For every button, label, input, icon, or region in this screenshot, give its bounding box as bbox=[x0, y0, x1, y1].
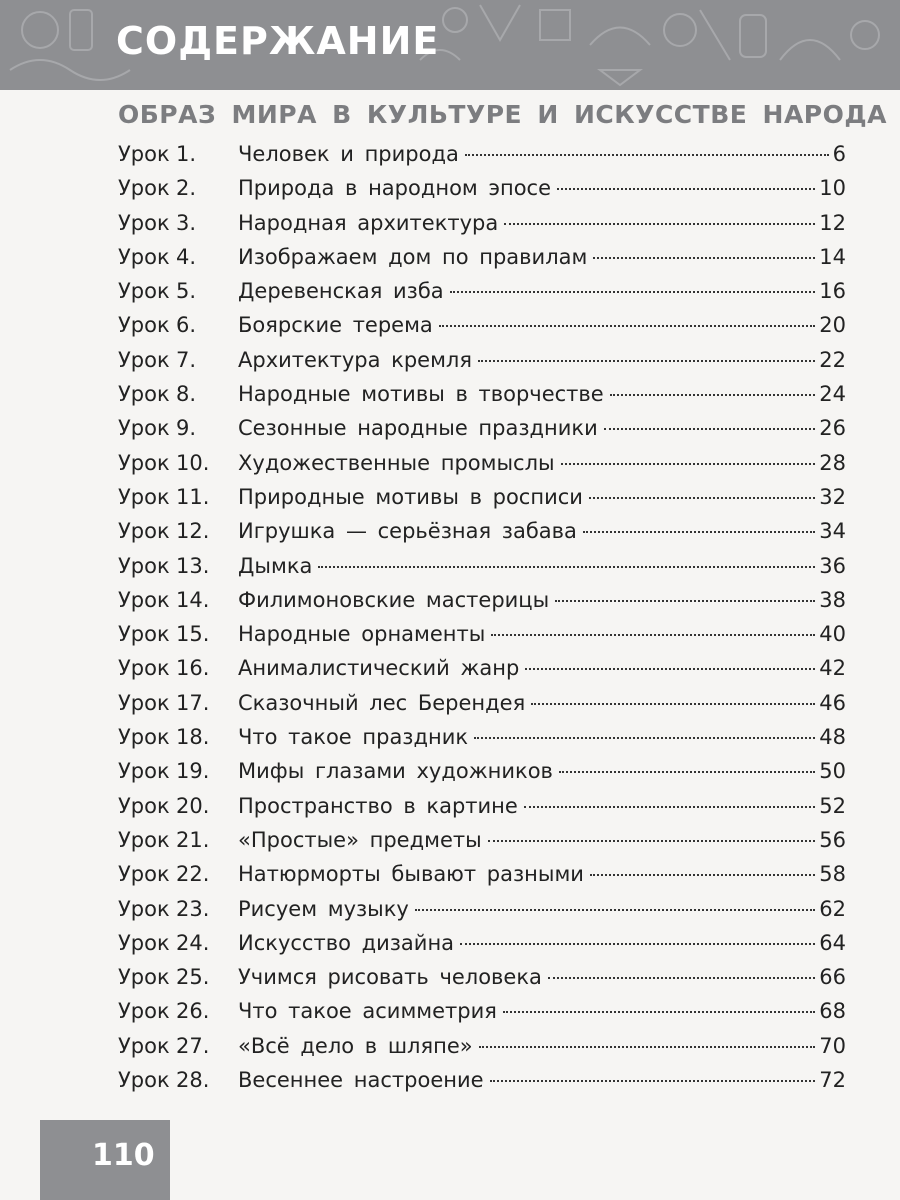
lesson-prefix: Урок bbox=[118, 930, 170, 955]
dot-leader bbox=[415, 909, 815, 911]
lesson-page-number: 24 bbox=[819, 382, 846, 407]
dot-leader bbox=[589, 497, 815, 499]
lesson-number: 23. bbox=[176, 896, 210, 921]
lesson-prefix: Урок bbox=[118, 965, 170, 990]
lesson-title: «Простые» предметы bbox=[238, 827, 482, 852]
dot-leader bbox=[525, 668, 815, 670]
toc-entry bbox=[118, 377, 846, 411]
section-title: ОБРАЗ МИРА В КУЛЬТУРЕ И ИСКУССТВЕ НАРОДА bbox=[118, 100, 887, 129]
dot-leader bbox=[491, 634, 815, 636]
lesson-prefix: Урок bbox=[118, 862, 170, 887]
lesson-title: Народные мотивы в творчестве bbox=[238, 382, 604, 407]
lesson-page-number: 20 bbox=[819, 313, 846, 338]
dot-leader bbox=[604, 428, 816, 430]
lesson-page-number: 68 bbox=[819, 999, 846, 1024]
lesson-title: Рисуем музыку bbox=[238, 896, 409, 921]
lesson-prefix: Урок bbox=[118, 1068, 170, 1093]
toc-entry bbox=[118, 960, 846, 994]
lesson-page-number: 62 bbox=[819, 896, 846, 921]
lesson-page-number: 28 bbox=[819, 450, 846, 475]
lesson-page-number: 66 bbox=[819, 965, 846, 990]
dot-leader bbox=[593, 257, 815, 259]
lesson-number: 20. bbox=[176, 793, 210, 818]
lesson-number: 18. bbox=[176, 725, 210, 750]
lesson-number: 25. bbox=[176, 965, 210, 990]
toc-entry bbox=[118, 137, 846, 171]
dot-leader bbox=[478, 360, 815, 362]
lesson-title: Мифы глазами художников bbox=[238, 759, 553, 784]
lesson-title: Учимся рисовать человека bbox=[238, 965, 542, 990]
lesson-page-number: 14 bbox=[819, 244, 846, 269]
dot-leader bbox=[559, 771, 815, 773]
dot-leader bbox=[524, 806, 815, 808]
toc-entry bbox=[118, 1063, 846, 1097]
lesson-number: 4. bbox=[176, 244, 197, 269]
header-band bbox=[0, 0, 900, 90]
lesson-prefix: Урок bbox=[118, 622, 170, 647]
dot-leader bbox=[531, 703, 815, 705]
lesson-page-number: 10 bbox=[819, 176, 846, 201]
lesson-number: 6. bbox=[176, 313, 197, 338]
page-number: 110 bbox=[92, 1138, 155, 1173]
toc-entry bbox=[118, 583, 846, 617]
toc-entry bbox=[118, 754, 846, 788]
lesson-page-number: 70 bbox=[819, 1033, 846, 1058]
dot-leader bbox=[439, 325, 815, 327]
toc-entry bbox=[118, 617, 846, 651]
lesson-prefix: Урок bbox=[118, 313, 170, 338]
dot-leader bbox=[490, 1080, 816, 1082]
toc-entry bbox=[118, 994, 846, 1028]
lesson-number: 28. bbox=[176, 1068, 210, 1093]
lesson-number: 24. bbox=[176, 930, 210, 955]
lesson-prefix: Урок bbox=[118, 210, 170, 235]
lesson-page-number: 58 bbox=[819, 862, 846, 887]
lesson-page-number: 38 bbox=[819, 587, 846, 612]
lesson-number: 5. bbox=[176, 279, 197, 304]
toc-entry bbox=[118, 411, 846, 445]
page-title: СОДЕРЖАНИЕ bbox=[116, 19, 440, 63]
toc-entry bbox=[118, 892, 846, 926]
lesson-page-number: 6 bbox=[832, 142, 846, 166]
dot-leader bbox=[590, 874, 815, 876]
toc-entry bbox=[118, 686, 846, 720]
lesson-number: 22. bbox=[176, 862, 210, 887]
lesson-number: 2. bbox=[176, 176, 197, 201]
lesson-number: 7. bbox=[176, 347, 197, 372]
lesson-page-number: 46 bbox=[819, 690, 846, 715]
toc-entry bbox=[118, 343, 846, 377]
lesson-prefix: Урок bbox=[118, 827, 170, 852]
lesson-prefix: Урок bbox=[118, 656, 170, 681]
lesson-page-number: 52 bbox=[819, 793, 846, 818]
lesson-title: Художественные промыслы bbox=[238, 450, 555, 475]
dot-leader bbox=[474, 737, 815, 739]
lesson-number: 11. bbox=[176, 484, 210, 509]
toc-entry bbox=[118, 857, 846, 891]
lesson-prefix: Урок bbox=[118, 484, 170, 509]
toc-entry bbox=[118, 171, 846, 205]
dot-leader bbox=[318, 566, 815, 568]
lesson-page-number: 16 bbox=[819, 279, 846, 304]
lesson-page-number: 34 bbox=[819, 519, 846, 544]
lesson-prefix: Урок bbox=[118, 244, 170, 269]
lesson-page-number: 56 bbox=[819, 827, 846, 852]
lesson-title: Пространство в картине bbox=[238, 793, 518, 818]
lesson-number: 19. bbox=[176, 759, 210, 784]
toc-entry bbox=[118, 274, 846, 308]
table-of-contents bbox=[118, 137, 846, 1097]
lesson-title: Изображаем дом по правилам bbox=[238, 244, 588, 269]
lesson-prefix: Урок bbox=[118, 587, 170, 612]
lesson-title: Деревенская изба bbox=[238, 279, 444, 304]
lesson-title: Филимоновские мастерицы bbox=[238, 587, 550, 612]
lesson-title: Натюрморты бывают разными bbox=[238, 862, 584, 887]
toc-entry bbox=[118, 1029, 846, 1063]
lesson-prefix: Урок bbox=[118, 725, 170, 750]
lesson-prefix: Урок bbox=[118, 793, 170, 818]
lesson-prefix: Урок bbox=[118, 416, 170, 441]
lesson-number: 27. bbox=[176, 1033, 210, 1058]
lesson-page-number: 64 bbox=[819, 930, 846, 955]
lesson-prefix: Урок bbox=[118, 896, 170, 921]
dot-leader bbox=[488, 840, 816, 842]
lesson-number: 1. bbox=[176, 142, 197, 166]
lesson-page-number: 50 bbox=[819, 759, 846, 784]
toc-entry bbox=[118, 480, 846, 514]
lesson-page-number: 72 bbox=[819, 1068, 846, 1093]
lesson-page-number: 12 bbox=[819, 210, 846, 235]
lesson-number: 26. bbox=[176, 999, 210, 1024]
lesson-page-number: 40 bbox=[819, 622, 846, 647]
lesson-page-number: 26 bbox=[819, 416, 846, 441]
lesson-number: 21. bbox=[176, 827, 210, 852]
lesson-number: 15. bbox=[176, 622, 210, 647]
lesson-prefix: Урок bbox=[118, 553, 170, 578]
toc-entry bbox=[118, 308, 846, 342]
lesson-number: 3. bbox=[176, 210, 197, 235]
toc-entry bbox=[118, 240, 846, 274]
toc-entry bbox=[118, 720, 846, 754]
lesson-prefix: Урок bbox=[118, 1033, 170, 1058]
lesson-title: Народные орнаменты bbox=[238, 622, 486, 647]
dot-leader bbox=[555, 600, 815, 602]
lesson-page-number: 22 bbox=[819, 347, 846, 372]
lesson-prefix: Урок bbox=[118, 450, 170, 475]
lesson-title: Сказочный лес Берендея bbox=[238, 690, 526, 715]
lesson-page-number: 48 bbox=[819, 725, 846, 750]
lesson-title: Человек и природа bbox=[238, 142, 459, 166]
lesson-number: 10. bbox=[176, 450, 210, 475]
dot-leader bbox=[460, 943, 815, 945]
toc-entry bbox=[118, 823, 846, 857]
toc-entry bbox=[118, 789, 846, 823]
lesson-prefix: Урок bbox=[118, 279, 170, 304]
dot-leader bbox=[557, 188, 815, 190]
dot-leader bbox=[561, 463, 816, 465]
dot-leader bbox=[504, 223, 815, 225]
lesson-title: Боярские терема bbox=[238, 313, 433, 338]
lesson-title: Искусство дизайна bbox=[238, 930, 455, 955]
toc-entry bbox=[118, 206, 846, 240]
lesson-title: «Всё дело в шляпе» bbox=[238, 1033, 473, 1058]
lesson-title: Игрушка — серьёзная забава bbox=[238, 519, 577, 544]
toc-entry bbox=[118, 446, 846, 480]
toc-entry bbox=[118, 514, 846, 548]
lesson-prefix: Урок bbox=[118, 999, 170, 1024]
lesson-prefix: Урок bbox=[118, 382, 170, 407]
lesson-page-number: 32 bbox=[819, 484, 846, 509]
lesson-title: Народная архитектура bbox=[238, 210, 499, 235]
lesson-number: 17. bbox=[176, 690, 210, 715]
dot-leader bbox=[479, 1046, 816, 1048]
lesson-title: Сезонные народные праздники bbox=[238, 416, 598, 441]
lesson-title: Весеннее настроение bbox=[238, 1068, 484, 1093]
lesson-number: 14. bbox=[176, 587, 210, 612]
lesson-prefix: Урок bbox=[118, 690, 170, 715]
dot-leader bbox=[610, 394, 816, 396]
lesson-number: 13. bbox=[176, 553, 210, 578]
lesson-prefix: Урок bbox=[118, 519, 170, 544]
dot-leader bbox=[465, 154, 829, 156]
toc-entry bbox=[118, 926, 846, 960]
lesson-title: Природа в народном эпосе bbox=[238, 176, 552, 201]
lesson-title: Что такое праздник bbox=[238, 725, 469, 750]
lesson-page-number: 42 bbox=[819, 656, 846, 681]
lesson-prefix: Урок bbox=[118, 142, 170, 166]
lesson-title: Анималистический жанр bbox=[238, 656, 520, 681]
lesson-number: 16. bbox=[176, 656, 210, 681]
lesson-page-number: 36 bbox=[819, 553, 846, 578]
lesson-title: Что такое асимметрия bbox=[238, 999, 497, 1024]
lesson-number: 9. bbox=[176, 416, 197, 441]
lesson-number: 8. bbox=[176, 382, 197, 407]
dot-leader bbox=[583, 531, 815, 533]
dot-leader bbox=[503, 1011, 815, 1013]
toc-entry bbox=[118, 549, 846, 583]
lesson-prefix: Урок bbox=[118, 176, 170, 201]
lesson-title: Архитектура кремля bbox=[238, 347, 472, 372]
lesson-title: Природные мотивы в росписи bbox=[238, 484, 583, 509]
dot-leader bbox=[548, 977, 815, 979]
lesson-prefix: Урок bbox=[118, 759, 170, 784]
lesson-title: Дымка bbox=[238, 553, 313, 578]
toc-entry bbox=[118, 651, 846, 685]
dot-leader bbox=[450, 291, 816, 293]
lesson-prefix: Урок bbox=[118, 347, 170, 372]
lesson-number: 12. bbox=[176, 519, 210, 544]
